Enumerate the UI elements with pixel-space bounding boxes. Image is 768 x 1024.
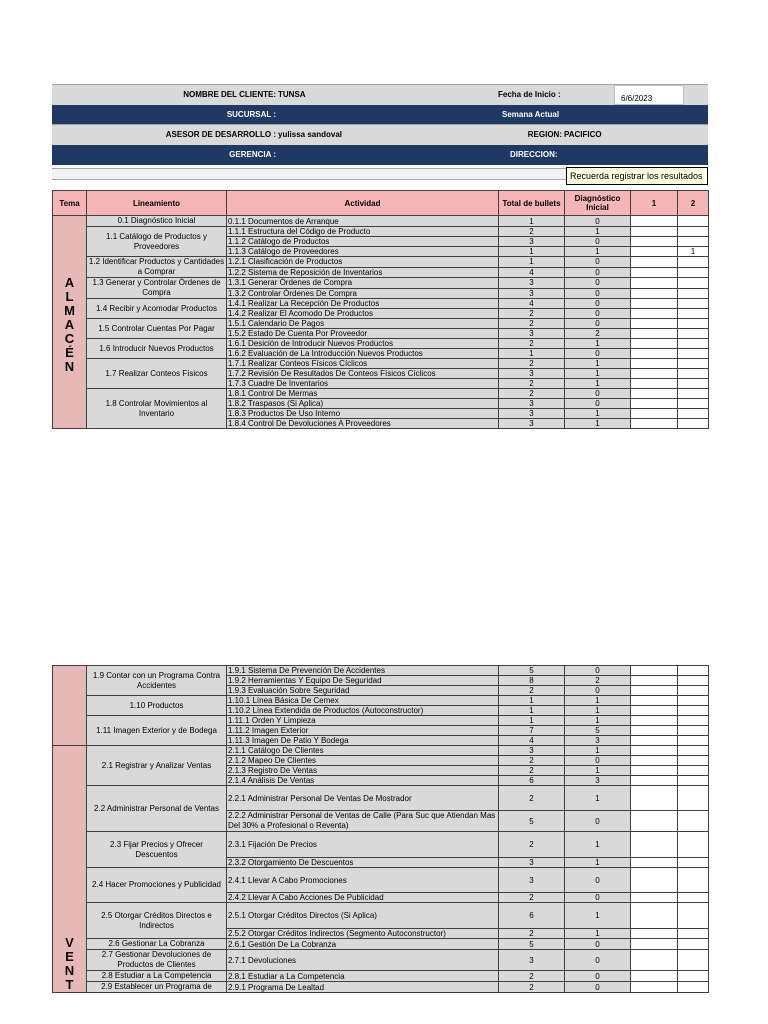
week-1-cell[interactable] [631, 706, 678, 716]
total-bullets-cell: 1 [499, 696, 565, 706]
week-2-cell[interactable] [678, 726, 709, 736]
week-1-cell[interactable] [631, 928, 678, 939]
total-bullets-cell: 3 [499, 950, 565, 971]
table-row [53, 971, 709, 982]
actividad-cell: 1.10.1 Línea Básica De Cemex [227, 696, 499, 706]
week-2-cell[interactable] [678, 329, 709, 339]
table-row [53, 319, 709, 329]
week-2-cell[interactable] [678, 893, 709, 903]
total-bullets-cell: 5 [499, 939, 565, 950]
diagnostico-cell: 0 [565, 309, 631, 319]
diagnostico-cell: 0 [565, 950, 631, 971]
total-bullets-cell: 2 [499, 893, 565, 903]
actividad-cell: 2.4.2 Llevar A Cabo Acciones De Publicidad [227, 893, 499, 903]
table-row [53, 716, 709, 726]
actividad-cell: 1.8.3 Productos De Uso Interno [227, 409, 499, 419]
week-2-cell[interactable] [678, 309, 709, 319]
diagnostico-cell: 1 [565, 369, 631, 379]
week-2-cell[interactable] [678, 746, 709, 756]
col-1: 1 [631, 191, 678, 216]
actividad-cell: 1.3.1 Generar Órdenes de Compra [227, 278, 499, 289]
actividad-cell: 1.8.4 Control De Devoluciones A Proveedores [227, 419, 499, 429]
actividad-cell: 1.10.2 Línea Extendida de Productos (Autoconstructor) [227, 706, 499, 716]
total-bullets-cell: 5 [499, 811, 565, 832]
week-1-cell[interactable] [631, 257, 678, 268]
actividad-cell: 1.11.3 Imagen De Patio Y Bodega [227, 736, 499, 746]
diagnostico-cell: 0 [565, 982, 631, 993]
actividad-cell: 1.11.1 Orden Y Limpieza [227, 716, 499, 726]
week-2-cell[interactable] [678, 971, 709, 982]
diagnostico-cell: 1 [565, 903, 631, 929]
lineamiento-cell: 1.5 Controlar Cuentas Por Pagar [87, 319, 227, 339]
week-2-cell[interactable] [678, 756, 709, 766]
week-2-cell[interactable] [678, 369, 709, 379]
table-row [53, 832, 709, 858]
week-1-cell[interactable] [631, 982, 678, 993]
week-1-cell[interactable] [631, 716, 678, 726]
total-bullets-cell: 6 [499, 776, 565, 786]
week-1-cell[interactable] [631, 339, 678, 349]
week-1-cell[interactable] [631, 247, 678, 257]
total-bullets-cell: 4 [499, 299, 565, 309]
table-row [53, 299, 709, 309]
week-2-cell[interactable] [678, 696, 709, 706]
table-row [53, 359, 709, 369]
total-bullets-cell: 2 [499, 379, 565, 389]
diagnostico-cell: 0 [565, 267, 631, 278]
total-bullets-cell: 1 [499, 257, 565, 268]
semana-label: Semana Actual [502, 110, 560, 119]
actividad-cell: 1.7.1 Realizar Conteos Físicos Cíclicos [227, 359, 499, 369]
week-1-cell[interactable] [631, 736, 678, 746]
week-1-cell[interactable] [631, 299, 678, 309]
diagnostico-cell: 0 [565, 971, 631, 982]
diagnostico-cell: 1 [565, 706, 631, 716]
cliente-value: TUNSA [278, 90, 306, 99]
week-2-cell[interactable] [678, 299, 709, 309]
week-1-cell[interactable] [631, 811, 678, 832]
diagnostico-cell: 0 [565, 893, 631, 903]
lineamiento-cell: 2.1 Registrar y Analizar Ventas [87, 746, 227, 786]
diagnostico-cell: 2 [565, 676, 631, 686]
lineamiento-cell: 1.11 Imagen Exterior y de Bodega [87, 716, 227, 746]
diagnostico-cell: 1 [565, 857, 631, 868]
week-1-cell[interactable] [631, 329, 678, 339]
total-bullets-cell: 2 [499, 832, 565, 858]
actividad-cell: 1.8.1 Control De Mermas [227, 389, 499, 399]
actividad-cell: 1.9.1 Sistema De Prevención De Accidentes [227, 666, 499, 676]
diagnostico-cell: 1 [565, 227, 631, 237]
lineamiento-cell: 2.6 Gestionar La Cobranza [87, 939, 227, 950]
actividad-cell: 2.3.2 Otorgamiento De Descuentos [227, 857, 499, 868]
week-2-cell[interactable] [678, 939, 709, 950]
actividad-cell: 1.1.3 Catálogo de Proveedores [227, 247, 499, 257]
week-2-cell[interactable] [678, 666, 709, 676]
week-1-cell[interactable] [631, 868, 678, 893]
diagnostico-cell: 1 [565, 696, 631, 706]
asesor-value: yulissa sandoval [278, 130, 343, 139]
week-2-cell[interactable] [678, 811, 709, 832]
table-row [53, 666, 709, 676]
total-bullets-cell: 3 [499, 399, 565, 409]
week-2-cell[interactable] [678, 278, 709, 289]
total-bullets-cell: 2 [499, 982, 565, 993]
table-row [53, 950, 709, 971]
lineamiento-cell: 1.4 Recibir y Acomodar Productos [87, 299, 227, 319]
actividad-cell: 2.5.1 Otorgar Créditos Directos (Si Aplica) [227, 903, 499, 929]
week-2-cell[interactable] [678, 736, 709, 746]
diagnostico-cell: 0 [565, 389, 631, 399]
week-1-cell[interactable] [631, 766, 678, 776]
week-1-cell[interactable] [631, 726, 678, 736]
week-2-cell[interactable] [678, 928, 709, 939]
total-bullets-cell: 6 [499, 903, 565, 929]
table-row [53, 746, 709, 756]
lineamiento-cell: 2.4 Hacer Promociones y Publicidad [87, 868, 227, 903]
total-bullets-cell: 3 [499, 237, 565, 247]
diagnostico-cell: 0 [565, 811, 631, 832]
lineamiento-cell: 1.6 Introducir Nuevos Productos [87, 339, 227, 359]
week-2-cell[interactable] [678, 379, 709, 389]
actividad-cell: 1.11.2 Imagen Exterior [227, 726, 499, 736]
week-2-cell[interactable] [678, 686, 709, 696]
col-2: 2 [678, 191, 709, 216]
lineamiento-cell: 2.2 Administrar Personal de Ventas [87, 786, 227, 832]
actividad-cell: 2.7.1 Devoluciones [227, 950, 499, 971]
actividad-cell: 2.9.1 Programa De Lealtad [227, 982, 499, 993]
col-actividad: Actividad [227, 191, 499, 216]
table-row [53, 939, 709, 950]
week-1-cell[interactable] [631, 419, 678, 429]
table-row [53, 786, 709, 811]
week-2-cell[interactable] [678, 903, 709, 929]
total-bullets-cell: 1 [499, 247, 565, 257]
lineamiento-cell: 1.10 Productos [87, 696, 227, 716]
total-bullets-cell: 1 [499, 706, 565, 716]
total-bullets-cell: 1 [499, 349, 565, 359]
diagnostico-cell: 1 [565, 786, 631, 811]
actividad-cell: 2.1.4 Análisis De Ventas [227, 776, 499, 786]
total-bullets-cell: 3 [499, 329, 565, 339]
actividad-cell: 1.7.2 Revisión De Resultados De Conteos Físicos Cíclicos [227, 369, 499, 379]
lineamiento-cell: 1.7 Realizar Conteos Físicos [87, 359, 227, 389]
fecha-value: 6/6/2023 [621, 94, 653, 103]
col-total-bullets: Total de bullets [499, 191, 565, 216]
week-2-cell[interactable] [678, 676, 709, 686]
week-1-cell[interactable] [631, 309, 678, 319]
total-bullets-cell: 2 [499, 928, 565, 939]
col-tema: Tema [53, 191, 87, 216]
week-2-cell[interactable] [678, 716, 709, 726]
actividad-cell: 1.4.2 Realizar El Acomodo De Productos [227, 309, 499, 319]
tema-cell [53, 666, 87, 746]
diagnostico-cell: 1 [565, 247, 631, 257]
total-bullets-cell: 3 [499, 746, 565, 756]
col-diagnostico: Diagnóstico Inicial [565, 191, 631, 216]
diagnostico-cell: 1 [565, 419, 631, 429]
header-row-cliente [52, 84, 708, 105]
cliente-label: NOMBRE DEL CLIENTE: [183, 90, 276, 99]
actividad-cell: 2.4.1 Llevar A Cabo Promociones [227, 868, 499, 893]
week-1-cell[interactable] [631, 319, 678, 329]
week-1-cell[interactable] [631, 237, 678, 247]
table-almacen [52, 190, 709, 429]
week-1-cell[interactable] [631, 359, 678, 369]
diagnostico-cell: 0 [565, 349, 631, 359]
total-bullets-cell: 1 [499, 216, 565, 227]
table-row [53, 257, 709, 268]
lineamiento-cell: 1.8 Controlar Movimientos al Inventario [87, 389, 227, 429]
week-1-cell[interactable] [631, 696, 678, 706]
week-2-cell[interactable] [678, 237, 709, 247]
actividad-cell: 2.6.1 Gestión De La Cobranza [227, 939, 499, 950]
diagnostico-cell: 0 [565, 756, 631, 766]
table-row [53, 339, 709, 349]
actividad-cell: 2.2.2 Administrar Personal de Ventas de Calle (Para Suc que Atiendan Mas Del 30% a Profesional o Reventa) [227, 811, 499, 832]
table-row [53, 868, 709, 893]
table-row [53, 982, 709, 993]
actividad-cell: 2.3.1 Fijación De Precios [227, 832, 499, 858]
table-row [53, 216, 709, 227]
diagnostico-cell: 0 [565, 939, 631, 950]
week-1-cell[interactable] [631, 950, 678, 971]
direccion-label: DIRECCION: [510, 150, 558, 159]
week-2-cell[interactable] [678, 409, 709, 419]
actividad-cell: 1.2.2 Sistema de Reposición de Inventarios [227, 267, 499, 278]
week-1-cell[interactable] [631, 776, 678, 786]
diagnostico-cell: 0 [565, 288, 631, 299]
diagnostico-cell: 1 [565, 359, 631, 369]
week-2-cell[interactable] [678, 950, 709, 971]
total-bullets-cell: 3 [499, 857, 565, 868]
actividad-cell: 1.6.1 Desición de Introducir Nuevos Productos [227, 339, 499, 349]
gerencia-label: GERENCIA : [229, 150, 276, 159]
total-bullets-cell: 8 [499, 676, 565, 686]
tema-cell: V E N T [53, 746, 87, 993]
actividad-cell: 2.1.1 Catálogo De Clientes [227, 746, 499, 756]
asesor-label: ASESOR DE DESARROLLO : [165, 130, 276, 139]
total-bullets-cell: 1 [499, 716, 565, 726]
diagnostico-cell: 2 [565, 329, 631, 339]
week-1-cell[interactable] [631, 216, 678, 227]
week-1-cell[interactable] [631, 939, 678, 950]
total-bullets-cell: 2 [499, 766, 565, 776]
week-1-cell[interactable] [631, 676, 678, 686]
total-bullets-cell: 3 [499, 288, 565, 299]
week-2-cell[interactable] [678, 288, 709, 299]
actividad-cell: 1.4.1 Realizar La Recepción De Productos [227, 299, 499, 309]
week-2-cell[interactable] [678, 832, 709, 858]
diagnostico-cell: 0 [565, 868, 631, 893]
diagnostico-cell: 0 [565, 216, 631, 227]
week-2-cell[interactable] [678, 339, 709, 349]
fecha-field[interactable] [614, 85, 684, 105]
week-1-cell[interactable] [631, 278, 678, 289]
diagnostico-cell: 0 [565, 237, 631, 247]
week-2-cell[interactable] [678, 267, 709, 278]
week-1-cell[interactable] [631, 399, 678, 409]
week-2-cell[interactable]: 1 [678, 247, 709, 257]
week-1-cell[interactable] [631, 267, 678, 278]
diagnostico-cell: 1 [565, 746, 631, 756]
diagnostico-cell: 1 [565, 766, 631, 776]
total-bullets-cell: 2 [499, 686, 565, 696]
week-1-cell[interactable] [631, 893, 678, 903]
diagnostico-cell: 1 [565, 832, 631, 858]
diagnostico-cell: 0 [565, 666, 631, 676]
actividad-cell: 1.8.2 Traspasos (Si Aplica) [227, 399, 499, 409]
total-bullets-cell: 2 [499, 389, 565, 399]
week-2-cell[interactable] [678, 319, 709, 329]
lineamiento-cell: 2.3 Fijar Precios y Ofrecer Descuentos [87, 832, 227, 868]
actividad-cell: 1.9.3 Evaluación Sobre Seguridad [227, 686, 499, 696]
week-2-cell[interactable] [678, 982, 709, 993]
total-bullets-cell: 2 [499, 309, 565, 319]
lineamiento-cell: 1.9 Contar con un Programa Contra Accidentes [87, 666, 227, 696]
total-bullets-cell: 2 [499, 319, 565, 329]
diagnostico-cell: 0 [565, 299, 631, 309]
table-row [53, 903, 709, 929]
diagnostico-cell: 0 [565, 278, 631, 289]
actividad-cell: 1.1.1 Estructura del Código de Producto [227, 227, 499, 237]
total-bullets-cell: 4 [499, 267, 565, 278]
diagnostico-cell: 1 [565, 928, 631, 939]
region-label: REGION: [527, 130, 562, 139]
total-bullets-cell: 3 [499, 868, 565, 893]
week-1-cell[interactable] [631, 756, 678, 766]
week-1-cell[interactable] [631, 227, 678, 237]
actividad-cell: 1.2.1 Clasificación de Productos [227, 257, 499, 268]
total-bullets-cell: 3 [499, 278, 565, 289]
diagnostico-cell: 1 [565, 409, 631, 419]
week-2-cell[interactable] [678, 766, 709, 776]
week-2-cell[interactable] [678, 349, 709, 359]
total-bullets-cell: 4 [499, 736, 565, 746]
lineamiento-cell: 2.8 Estudiar a La Competencia [87, 971, 227, 982]
lineamiento-cell: 2.9 Establecer un Programa de [87, 982, 227, 993]
diagnostico-cell: 1 [565, 339, 631, 349]
week-1-cell[interactable] [631, 903, 678, 929]
week-1-cell[interactable] [631, 389, 678, 399]
total-bullets-cell: 5 [499, 666, 565, 676]
lineamiento-cell: 0.1 Diagnóstico Inicial [87, 216, 227, 227]
week-2-cell[interactable] [678, 359, 709, 369]
total-bullets-cell: 3 [499, 369, 565, 379]
actividad-cell: 1.7.3 Cuadre De Inventarios [227, 379, 499, 389]
actividad-cell: 2.2.1 Administrar Personal De Ventas De Mostrador [227, 786, 499, 811]
week-1-cell[interactable] [631, 971, 678, 982]
total-bullets-cell: 2 [499, 339, 565, 349]
week-1-cell[interactable] [631, 369, 678, 379]
week-1-cell[interactable] [631, 832, 678, 858]
comment-note: Recuerda registrar los resultados [566, 167, 708, 185]
week-2-cell[interactable] [678, 786, 709, 811]
actividad-cell: 0.1.1 Documentos de Arranque [227, 216, 499, 227]
diagnostico-cell: 0 [565, 319, 631, 329]
total-bullets-cell: 3 [499, 409, 565, 419]
table-row [53, 389, 709, 399]
table-row [53, 227, 709, 237]
week-2-cell[interactable] [678, 776, 709, 786]
region-value: PACIFICO [564, 130, 602, 139]
total-bullets-cell: 3 [499, 419, 565, 429]
week-2-cell[interactable] [678, 399, 709, 409]
table-row [53, 696, 709, 706]
actividad-cell: 1.5.2 Estado De Cuenta Por Proveedor [227, 329, 499, 339]
lineamiento-cell: 1.1 Catálogo de Productos y Proveedores [87, 227, 227, 257]
week-1-cell[interactable] [631, 349, 678, 359]
week-1-cell[interactable] [631, 857, 678, 868]
week-2-cell[interactable] [678, 227, 709, 237]
col-lineamiento: Lineamiento [87, 191, 227, 216]
diagnostico-cell: 3 [565, 776, 631, 786]
diagnostico-cell: 0 [565, 686, 631, 696]
fecha-label: Fecha de Inicio : [498, 90, 561, 99]
actividad-cell: 2.1.2 Mapeo De Clientes [227, 756, 499, 766]
table-ventas [52, 665, 709, 993]
lineamiento-cell: 1.3 Generar y Controlar Órdenes de Compra [87, 278, 227, 299]
actividad-cell: 1.1.2 Catálogo de Productos [227, 237, 499, 247]
week-2-cell[interactable] [678, 706, 709, 716]
week-1-cell[interactable] [631, 746, 678, 756]
actividad-cell: 1.9.2 Herramientas Y Equipo De Seguridad [227, 676, 499, 686]
week-1-cell[interactable] [631, 686, 678, 696]
diagnostico-cell: 1 [565, 716, 631, 726]
diagnostico-cell: 0 [565, 399, 631, 409]
actividad-cell: 2.5.2 Otorgar Créditos Indirectos (Segmento Autoconstructor) [227, 928, 499, 939]
actividad-cell: 2.1.3 Registro De Ventas [227, 766, 499, 776]
diagnostico-cell: 5 [565, 726, 631, 736]
lineamiento-cell: 1.2 Identificar Productos y Cantidades a Comprar [87, 257, 227, 278]
total-bullets-cell: 7 [499, 726, 565, 736]
week-1-cell[interactable] [631, 666, 678, 676]
table-row [53, 278, 709, 289]
week-1-cell[interactable] [631, 409, 678, 419]
total-bullets-cell: 2 [499, 227, 565, 237]
sucursal-label: SUCURSAL : [226, 110, 276, 119]
header-row-asesor [52, 124, 708, 145]
week-2-cell[interactable] [678, 389, 709, 399]
header-row-sucursal [52, 105, 708, 125]
week-1-cell[interactable] [631, 379, 678, 389]
tema-cell: A L M A C É N [53, 216, 87, 429]
lineamiento-cell: 2.5 Otorgar Créditos Directos e Indirectos [87, 903, 227, 939]
week-2-cell[interactable] [678, 257, 709, 268]
week-2-cell[interactable] [678, 857, 709, 868]
actividad-cell: 1.3.2 Controlar Órdenes De Compra [227, 288, 499, 299]
total-bullets-cell: 2 [499, 756, 565, 766]
total-bullets-cell: 2 [499, 786, 565, 811]
actividad-cell: 1.5.1 Calendario De Pagos [227, 319, 499, 329]
total-bullets-cell: 2 [499, 359, 565, 369]
diagnostico-cell: 0 [565, 257, 631, 268]
diagnostico-cell: 3 [565, 736, 631, 746]
header-row-gerencia [52, 145, 708, 165]
total-bullets-cell: 2 [499, 971, 565, 982]
week-1-cell[interactable] [631, 288, 678, 299]
actividad-cell: 2.8.1 Estudiar a La Competencia [227, 971, 499, 982]
week-1-cell[interactable] [631, 786, 678, 811]
lineamiento-cell: 2.7 Gestionar Devoluciones de Productos de Clientes [87, 950, 227, 971]
week-2-cell[interactable] [678, 419, 709, 429]
actividad-cell: 1.6.2 Evaluación de La Introducción Nuevos Productos [227, 349, 499, 359]
week-2-cell[interactable] [678, 216, 709, 227]
week-2-cell[interactable] [678, 868, 709, 893]
diagnostico-cell: 1 [565, 379, 631, 389]
